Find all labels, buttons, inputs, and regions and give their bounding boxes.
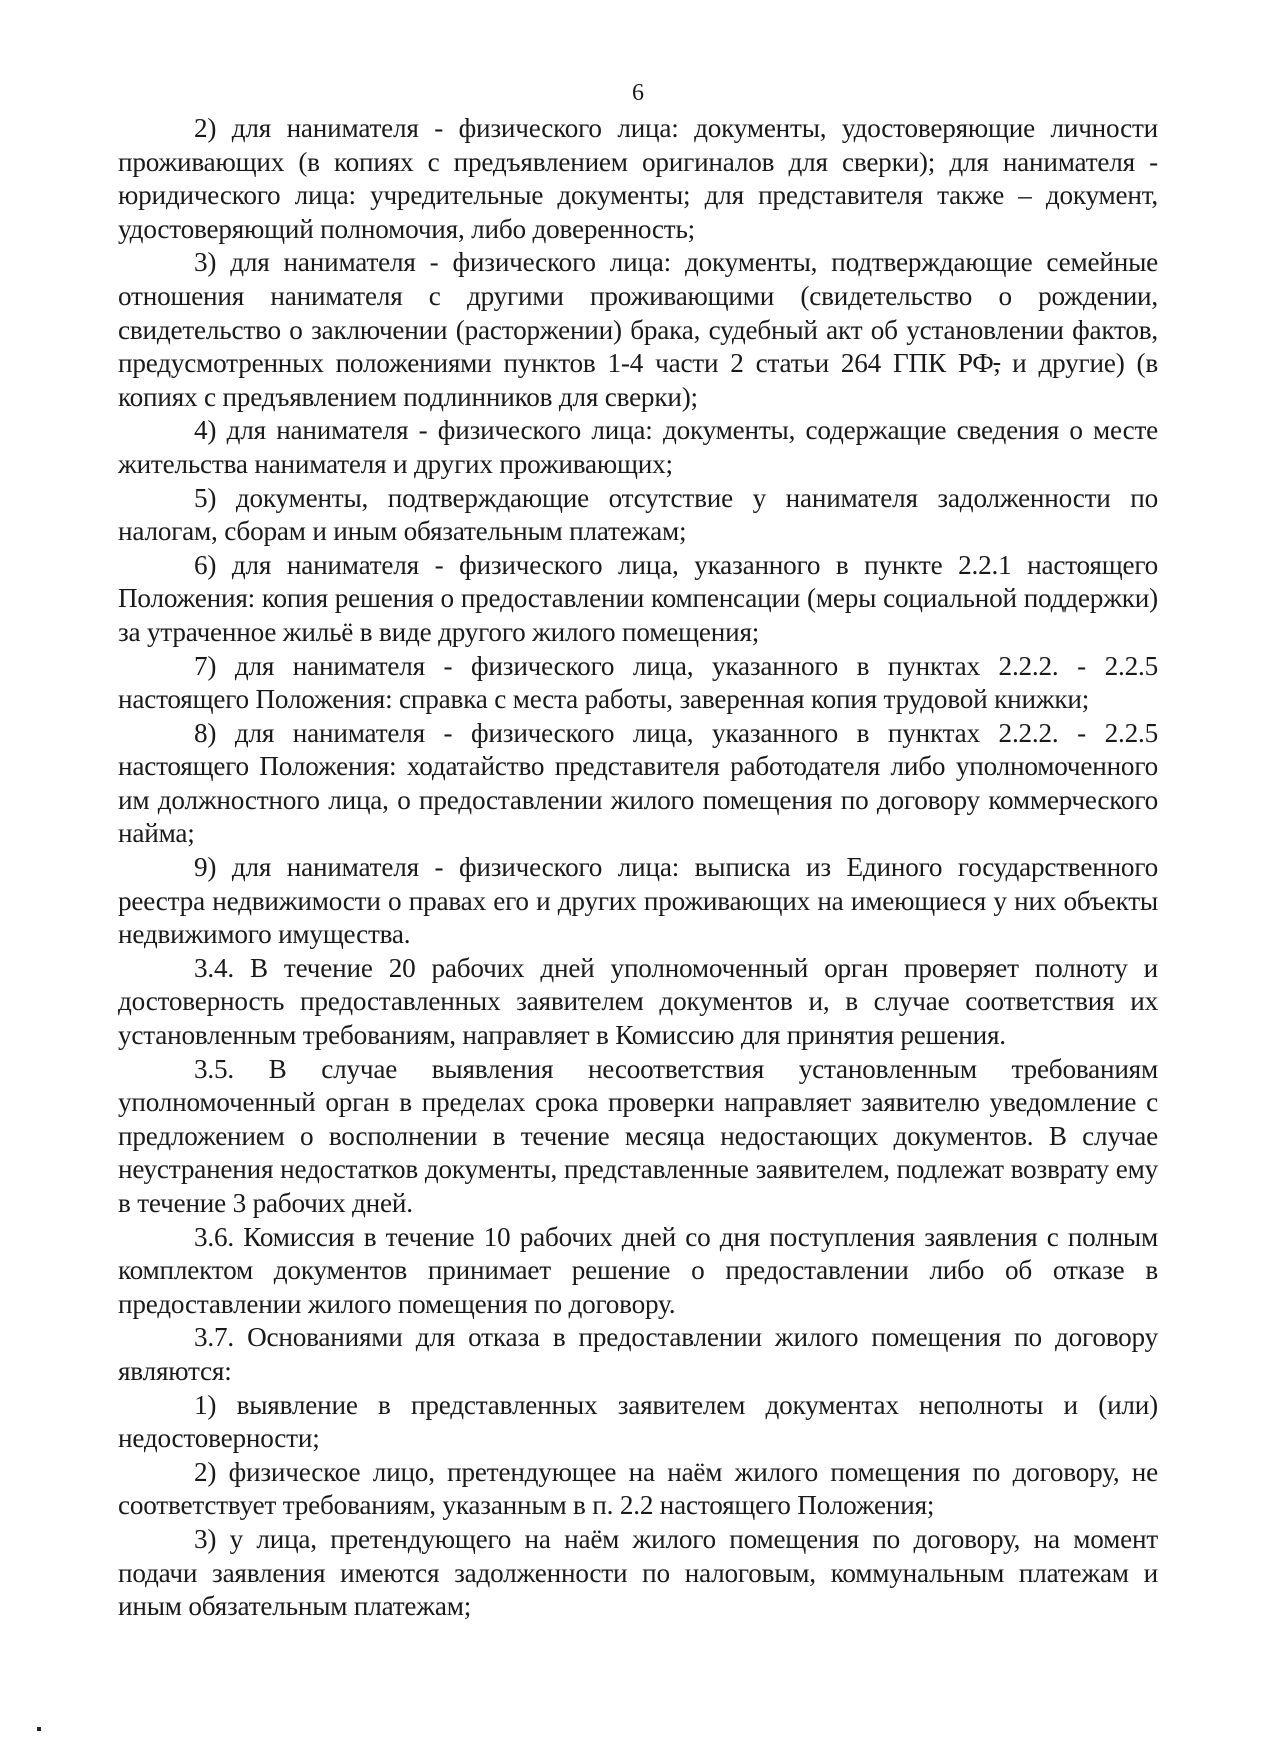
list-item-4-residence-documents: 4) для нанимателя - физического лица: документы, содержащие сведения о месте жительства нанимателя и других проживающих;: [118, 415, 1158, 479]
section-3-7: 3.7. Основаниями для отказа в предоставлении жилого помещения по договору являются:: [118, 1322, 1158, 1386]
scan-artifact-mark: [37, 1727, 41, 1731]
page-number: 6: [632, 80, 644, 106]
refusal-reason-1: 1) выявление в представленных заявителем документах неполноты и (или) недостоверности;: [118, 1389, 1158, 1454]
list-item-7-employment-certificate: 7) для нанимателя - физического лица, указанного в пунктах 2.2.2. - 2.2.5 настоящего Положения: справка с места работы, заверенная копия трудовой книжки;: [118, 650, 1158, 715]
refusal-reason-3: 3) у лица, претендующего на наём жилого помещения по договору, на момент подачи заявления имеются задолженности по налоговым, коммунальным платежам и иным обязательным платежам;: [118, 1523, 1158, 1622]
list-item-8-employer-petition: 8) для нанимателя - физического лица, указанного в пунктах 2.2.2. - 2.2.5 настоящего Положения: ходатайство представителя работодателя либо уполномоченного им должностного лица, о предоставлении жилого помещения по договору коммерческого найма;: [118, 717, 1158, 849]
section-3-6: 3.6. Комиссия в течение 10 рабочих дней со дня поступления заявления с полным комплектом документов принимает решение о предоставлении либо об отказе в предоставлении жилого помещения по договору.: [118, 1221, 1158, 1319]
list-item-6-compensation-decision: 6) для нанимателя - физического лица, указанного в пункте 2.2.1 настоящего Положения: копия решения о предоставлении компенсации (меры социальной поддержки) за утраченное жильё в виде другого жилого помещения;: [118, 549, 1158, 647]
list-item-3-text-after: и другие) (в копиях с предъявлением подлинников для сверки);: [118, 348, 1158, 412]
list-item-5-no-debt-documents: 5) документы, подтверждающие отсутствие у нанимателя задолженности по налогам, сборам и иным обязательным платежам;: [118, 482, 1158, 547]
section-3-4: 3.4. В течение 20 рабочих дней уполномоченный орган проверяет полноту и достоверность предоставленных заявителем документов и, в случае соответствия их установленным требованиям, направляет в Комиссию для принятия решения.: [118, 952, 1158, 1051]
document-page: [118, 78, 1158, 1624]
refusal-reason-2: 2) физическое лицо, претендующее на наём жилого помещения по договору, не соответствует требованиям, указанным в п. 2.2 настоящего Положения;: [118, 1456, 1158, 1521]
list-item-2-identity-documents: 2) для нанимателя - физического лица: документы, удостоверяющие личности проживающих (в копиях с предъявлением оригиналов для сверки); для нанимателя - юридического лица: учредительные документы; для представителя также – документ, удостоверяющий полномочия, либо доверенность;: [118, 113, 1158, 244]
list-item-9-registry-extract: 9) для нанимателя - физического лица: выписка из Единого государственного реестра недвижимости о правах его и других проживающих на имеющиеся у них объекты недвижимого имущества.: [118, 852, 1158, 950]
list-item-3-text-before: 3) для нанимателя - физического лица: документы, подтверждающие семейные отношения нанимателя с другими проживающими (свидетельство о рождении, свидетельство о заключении (расторжении) брака, судебный акт об установлении фактов, предусмотренных положениями пунктов 1-4 части 2 статьи 264 ГПК РФ: [118, 247, 1158, 379]
struck-comma: ,: [993, 348, 1001, 379]
section-3-5: 3.5. В случае выявления несоответствия установленным требованиям уполномоченный орган в пределах срока проверки направляет заявителю уведомление с предложением о восполнении в течение месяца недостающих документов. В случае неустранения недостатков документы, представленные заявителем, подлежат возврату ему в течение 3 рабочих дней.: [118, 1053, 1158, 1218]
list-item-3-family-documents: [118, 246, 1158, 414]
